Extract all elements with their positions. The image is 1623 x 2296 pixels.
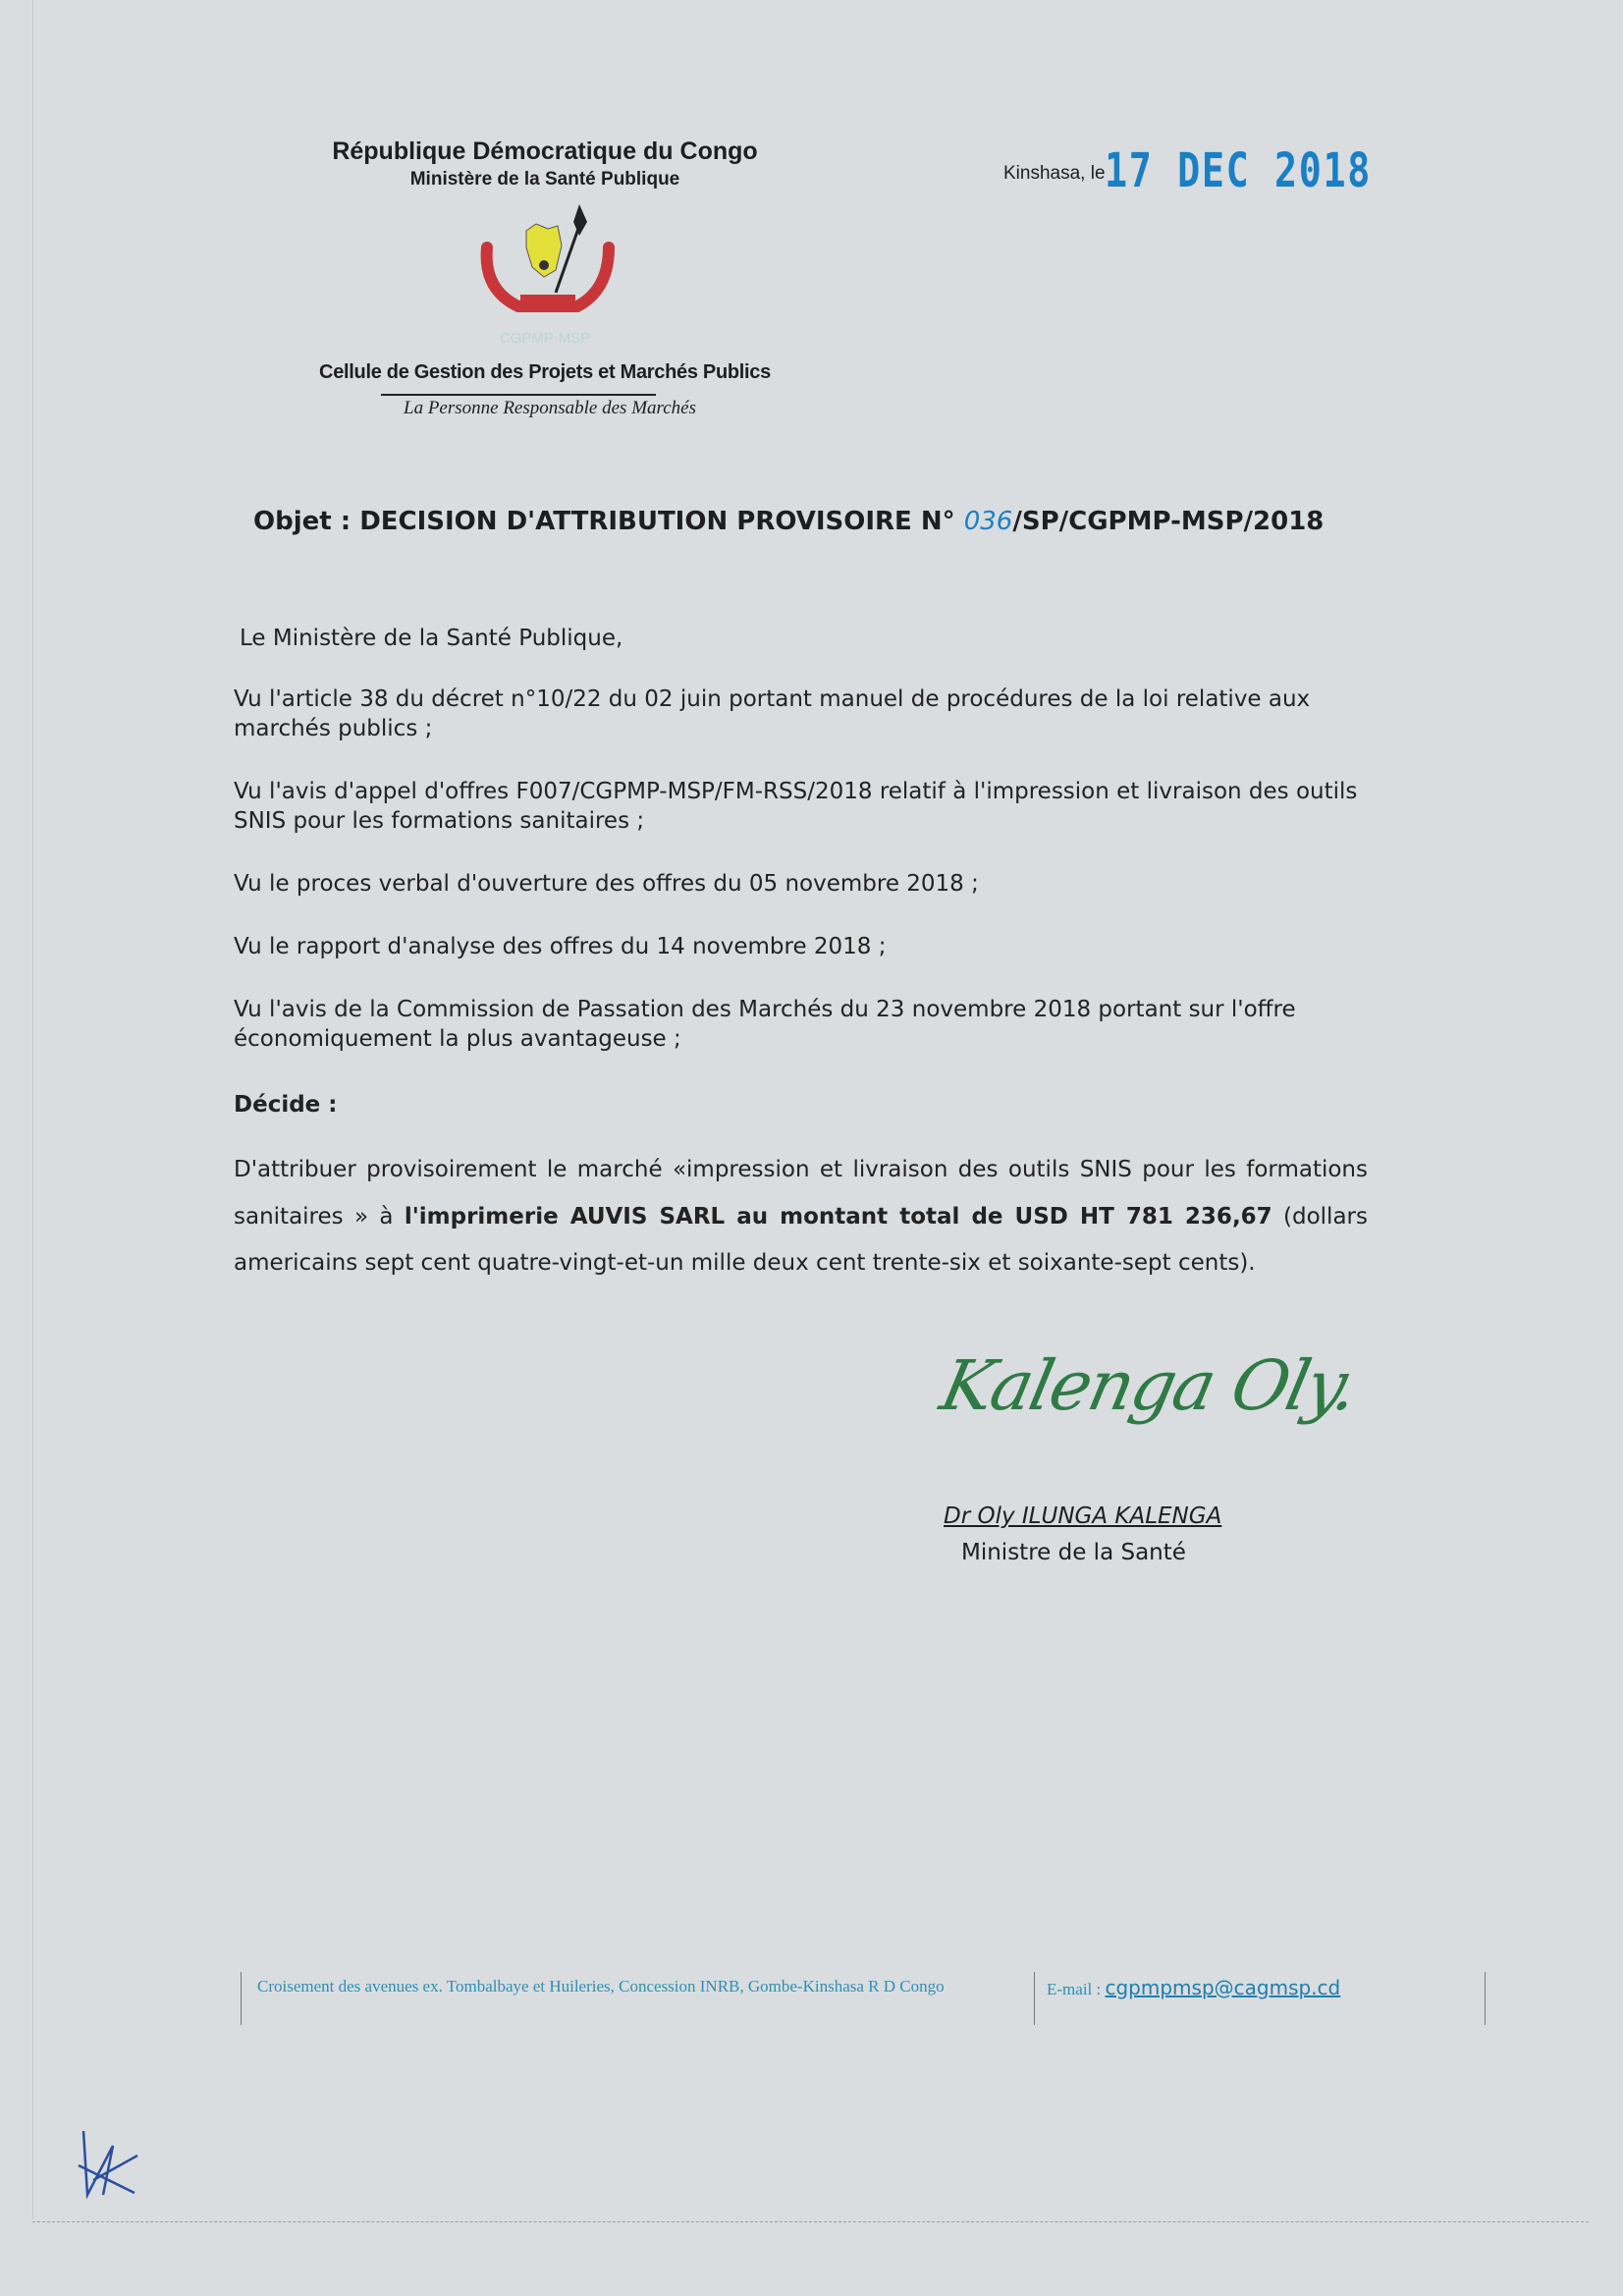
country-heading: République Démocratique du Congo (332, 137, 758, 165)
decision-text: D'attribuer provisoirement le marché «impression et livraison des outils SNIS pour les formations sanitaires » à (234, 1157, 1368, 1230)
consideration-4: Vu le rapport d'analyse des offres du 14 novembre 2018 ; (234, 934, 887, 959)
footer-divider (1034, 1972, 1035, 2025)
date-stamp: 17 DEC 2018 (1105, 143, 1372, 198)
unit-heading: Cellule de Gestion des Projets et Marchés Publics (319, 361, 771, 383)
decision-amount-words: (dollars americains sept cent quatre-vingt-et-un mille deux cent trente-six et soixante-sept cents). (234, 1203, 1368, 1276)
subject-number: 036 (963, 507, 1013, 536)
heading-rule (381, 394, 656, 396)
footer-left-bar (241, 1972, 242, 2025)
consideration-1: Vu l'article 38 du décret n°10/22 du 02 juin portant manuel de procédures de la loi relative aux marchés publics ; (234, 686, 1311, 741)
footer-right-bar (1485, 1972, 1486, 2025)
initials-mark (74, 2126, 142, 2200)
subject-prefix: Objet : DECISION D'ATTRIBUTION PROVISOIRE N° (253, 507, 955, 536)
decide-label: Décide : (234, 1092, 338, 1118)
handwritten-signature: Kalenga Oly. (934, 1345, 1364, 1426)
scan-edge-line (32, 0, 33, 2219)
email-link[interactable]: cgpmpmsp@cagmsp.cd (1105, 1976, 1341, 1999)
decision-awardee: l'imprimerie AUVIS SARL au montant total de USD HT 781 236,67 (404, 1203, 1272, 1230)
opening-line: Le Ministère de la Santé Publique, (240, 626, 623, 651)
consideration-2: Vu l'avis d'appel d'offres F007/CGPMP-MSP/FM-RSS/2018 relatif à l'impression et livraison des outils SNIS pour les formations sanitaires ; (234, 779, 1358, 834)
subject-line (253, 507, 1324, 536)
signatory-title: Ministre de la Santé (961, 1540, 1186, 1565)
coat-of-arms-emblem (479, 196, 617, 319)
unit-faint-stamp: CGPMP-MSP (499, 330, 591, 347)
subject-suffix: /SP/CGPMP-MSP/2018 (1012, 507, 1325, 536)
ministry-heading: Ministère de la Santé Publique (409, 169, 680, 190)
email-label: E-mail : (1047, 1980, 1106, 1998)
consideration-3: Vu le proces verbal d'ouverture des offres du 05 novembre 2018 ; (234, 871, 979, 897)
bottom-scan-line (32, 2221, 1589, 2222)
role-heading: La Personne Responsable des Marchés (404, 398, 696, 418)
decision-paragraph (234, 1147, 1368, 1287)
place-label: Kinshasa, le (1003, 163, 1106, 184)
signatory-name: Dr Oly ILUNGA KALENGA (944, 1503, 1222, 1529)
footer-address: Croisement des avenues ex. Tombalbaye et Huileries, Concession INRB, Gombe-Kinshasa R D Congo (257, 1977, 945, 1995)
consideration-5: Vu l'avis de la Commission de Passation des Marchés du 23 novembre 2018 portant sur l'offre économiquement la plus avantageuse ; (234, 997, 1296, 1052)
